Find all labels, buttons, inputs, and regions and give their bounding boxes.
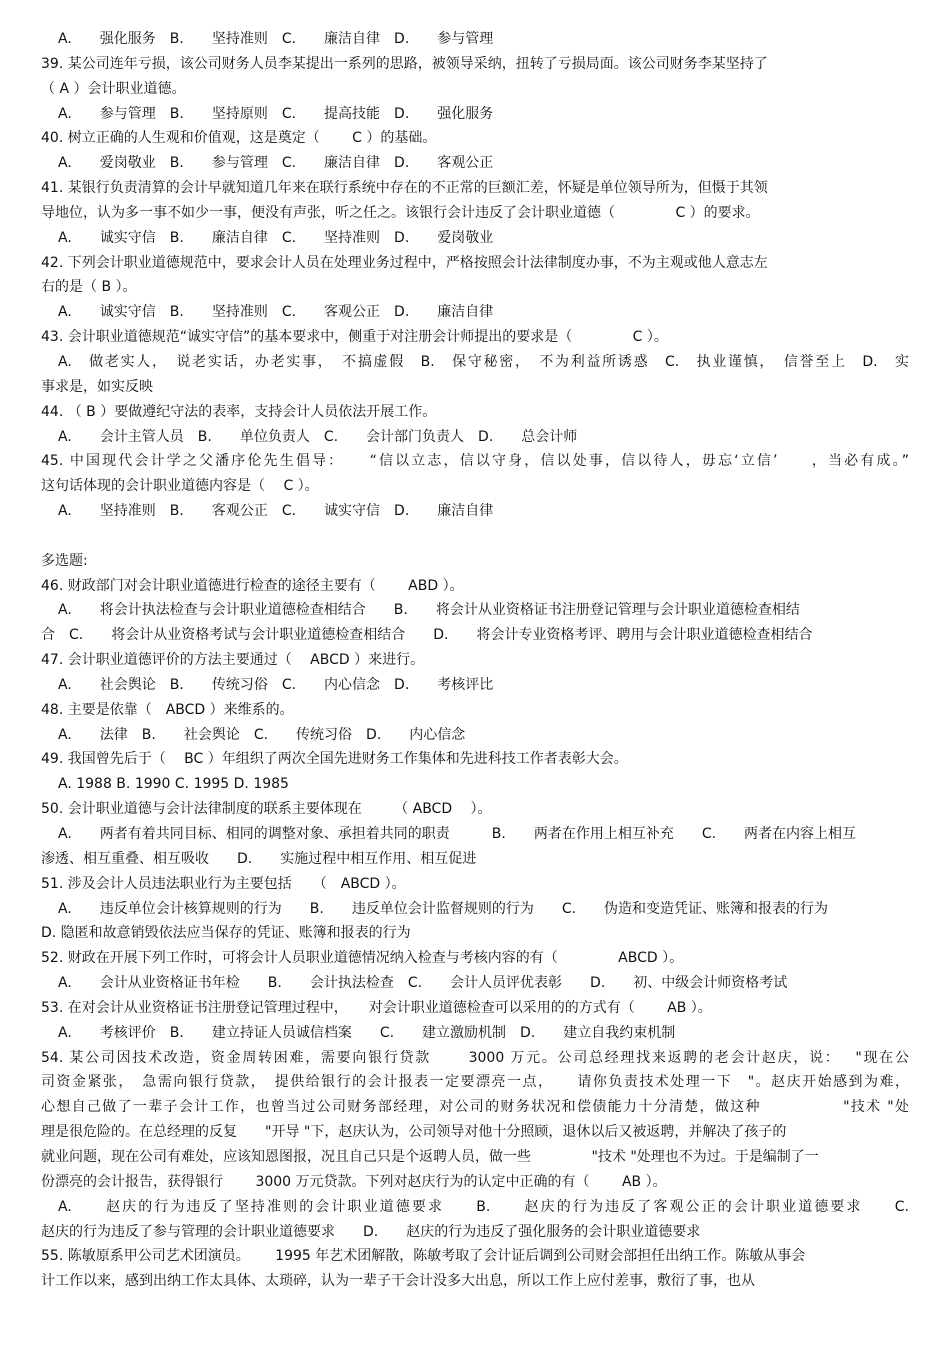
line-text: 心想自己做了一辈子会计工作，也曾当过公司财务部经理，对公司的财务状况和偿债能力十分清楚，做这种 "技术 "处 (41, 1099, 909, 1116)
line-text: 事求是，如实反映 (41, 378, 153, 395)
question-line (41, 1145, 909, 1170)
line-text: 右的是（ B ）。 (41, 279, 137, 296)
option-line (41, 673, 909, 698)
question-line (41, 126, 909, 151)
line-text: A. 做老实人， 说老实话，办老实事， 不搞虚假 B. 保守秘密， 不为利益所诱惑 C. 执业谨慎， 信誉至上 D. 实 (58, 353, 909, 370)
option-line (41, 772, 909, 797)
line-text: 渗透、相互重叠、相互吸收 D. 实施过程中相互作用、相互促进 (41, 850, 477, 867)
line-text: 46. 财政部门对会计职业道德进行检查的途径主要有（ ABD ）。 (41, 577, 464, 594)
line-text: A. 会计从业资格证书年检 B. 会计执法检查 C. 会计人员评优表彰 D. 初、中级会计师资格考试 (58, 975, 788, 992)
line-text: 计工作以来，感到出纳工作太具体、太琐碎，认为一辈子干会计没多大出息，所以工作上应付差事，敷衍了事，也从 (41, 1273, 755, 1290)
line-text: （ A ）会计职业道德。 (41, 80, 186, 97)
line-text: A. 参与管理 B. 坚持原则 C. 提高技能 D. 强化服务 (58, 105, 494, 122)
question-line (41, 549, 909, 574)
line-text: 47. 会计职业道德评价的方法主要通过（ ABCD ）来进行。 (41, 652, 425, 669)
line-text: 44. （ B ）要做遵纪守法的表率，支持会计人员依法开展工作。 (41, 403, 437, 420)
line-text: 导地位，认为多一事不如少一事，便没有声张，听之任之。该银行会计违反了会计职业道德（ C ）的要求。 (41, 204, 760, 221)
question-line (41, 201, 909, 226)
option-line (41, 226, 909, 251)
option-line (41, 723, 909, 748)
line-text: 53. 在对会计从业资格证书注册登记管理过程中， 对会计职业道德检查可以采用的的方式有（ AB ）。 (41, 999, 712, 1016)
option-line (41, 102, 909, 127)
question-line (41, 1095, 909, 1120)
question-line (41, 996, 909, 1021)
question-line (41, 1170, 909, 1195)
line-text: A. 法律 B. 社会舆论 C. 传统习俗 D. 内心信念 (58, 726, 466, 743)
line-text: 份漂亮的会计报告，获得银行 3000 万元贷款。下列对赵庆行为的认定中正确的有（ AB ）。 (41, 1173, 667, 1190)
line-text: 51. 涉及会计人员违法职业行为主要包括 （ ABCD ）。 (41, 875, 406, 892)
line-text: A. 考核评价 B. 建立持证人员诚信档案 C. 建立激励机制 D. 建立自我约束机制 (58, 1024, 676, 1041)
question-line (41, 623, 909, 648)
option-line (41, 300, 909, 325)
line-text: 合 C. 将会计从业资格考试与会计职业道德检查相结合 D. 将会计专业资格考评、聘用与会计职业道德检查相结合 (41, 627, 813, 644)
question-line (41, 847, 909, 872)
question-line (41, 1046, 909, 1071)
line-text: D. 隐匿和故意销毁依法应当保存的凭证、账簿和报表的行为 (41, 925, 411, 942)
question-line (41, 1120, 909, 1145)
question-line (41, 474, 909, 499)
question-line (41, 400, 909, 425)
option-line (41, 598, 909, 623)
line-text: A. 将会计执法检查与会计职业道德检查相结合 B. 将会计从业资格证书注册登记管理与会计职业道德检查相结 (58, 602, 800, 619)
line-text: A. 1988 B. 1990 C. 1995 D. 1985 (58, 776, 289, 793)
option-line (41, 1021, 909, 1046)
option-line (41, 151, 909, 176)
line-text: 赵庆的行为违反了参与管理的会计职业道德要求 D. 赵庆的行为违反了强化服务的会计职业道德要求 (41, 1223, 701, 1240)
question-line (41, 77, 909, 102)
line-text: A. 诚实守信 B. 坚持准则 C. 客观公正 D. 廉洁自律 (58, 304, 494, 321)
option-line (41, 425, 909, 450)
line-text: 54. 某公司因技术改造，资金周转困难，需要向银行贷款 3000 万元。公司总经理找来返聘的老会计赵庆，说： "现在公 (41, 1049, 909, 1066)
line-text: 39. 某公司连年亏损，该公司财务人员李某提出一系列的思路，被领导采纳，扭转了亏损局面。该公司财务李某坚持了 (41, 55, 768, 72)
line-text: 司资金紧张， 急需向银行贷款， 提供给银行的会计报表一定要漂亮一点， 请你负责技术处理一下 "。赵庆开始感到为难， (41, 1074, 909, 1091)
line-text: A. 爱岗敬业 B. 参与管理 C. 廉洁自律 D. 客观公正 (58, 155, 494, 172)
line-text: A. 社会舆论 B. 传统习俗 C. 内心信念 D. 考核评比 (58, 676, 494, 693)
question-line (41, 921, 909, 946)
line-text: A. 诚实守信 B. 廉洁自律 C. 坚持准则 D. 爱岗敬业 (58, 229, 494, 246)
option-line (41, 27, 909, 52)
question-line (41, 946, 909, 971)
question-line (41, 574, 909, 599)
option-line (41, 822, 909, 847)
option-line (41, 350, 909, 375)
question-line (41, 698, 909, 723)
document-page (41, 27, 909, 1294)
line-text: 40. 树立正确的人生观和价值观，这是奠定（ C ）的基础。 (41, 130, 437, 147)
line-text: A. 赵庆的行为违反了坚持准则的会计职业道德要求 B. 赵庆的行为违反了客观公正的会计职业道德要求 C. (58, 1198, 909, 1215)
option-line (41, 1195, 909, 1220)
question-line (41, 251, 909, 276)
option-line (41, 971, 909, 996)
question-line (41, 797, 909, 822)
line-text: 55. 陈敏原系甲公司艺术团演员。 1995 年艺术团解散，陈敏考取了会计证后调到公司财会部担任出纳工作。陈敏从事会 (41, 1248, 806, 1265)
blank-line (41, 524, 909, 549)
line-text: 多选题: (41, 552, 88, 569)
option-line (41, 897, 909, 922)
line-text: A. 坚持准则 B. 客观公正 C. 诚实守信 D. 廉洁自律 (58, 503, 494, 520)
line-text: 42. 下列会计职业道德规范中，要求会计人员在处理业务过程中，严格按照会计法律制度办事，不为主观或他人意志左 (41, 254, 768, 271)
line-text: 就业问题，现在公司有难处，应该知恩图报，况且自己只是个返聘人员，做一些 "技术 "处理也不为过。于是编制了一 (41, 1148, 819, 1165)
question-line (41, 52, 909, 77)
line-text: 49. 我国曾先后于（ BC ）年组织了两次全国先进财务工作集体和先进科技工作者表彰大会。 (41, 751, 628, 768)
question-line (41, 872, 909, 897)
line-text: 45. 中国现代会计学之父潘序伦先生倡导： “信以立志，信以守身，信以处事，信以待人，毋忘‘立信’ ，当必有成。” (41, 453, 909, 470)
line-text: A. 违反单位会计核算规则的行为 B. 违反单位会计监督规则的行为 C. 伪造和变造凭证、账簿和报表的行为 (58, 900, 829, 917)
line-text: 48. 主要是依靠（ ABCD ）来维系的。 (41, 701, 294, 718)
question-line (41, 1269, 909, 1294)
line-text: 41. 某银行负责清算的会计早就知道几年来在联行系统中存在的不正常的巨额汇差，怀疑是单位领导所为，但慑于其领 (41, 180, 768, 197)
line-text: 50. 会计职业道德与会计法律制度的联系主要体现在 （ ABCD ）。 (41, 801, 492, 818)
line-text: A. 两者有着共同目标、相同的调整对象、承担着共同的职责 B. 两者在作用上相互补充 C. 两者在内容上相互 (58, 826, 857, 842)
question-line (41, 275, 909, 300)
line-text: 理是很危险的。在总经理的反复 "开导 "下，赵庆认为，公司领导对他十分照顾，退休以后又被返聘，并解决了孩子的 (41, 1124, 787, 1141)
line-text: A. 会计主管人员 B. 单位负责人 C. 会计部门负责人 D. 总会计师 (58, 428, 578, 445)
question-line (41, 449, 909, 474)
question-line (41, 375, 909, 400)
line-text: A. 强化服务 B. 坚持准则 C. 廉洁自律 D. 参与管理 (58, 31, 494, 47)
question-line (41, 1220, 909, 1245)
option-line (41, 499, 909, 524)
question-line (41, 648, 909, 673)
question-line (41, 747, 909, 772)
line-text: 这句话体现的会计职业道德内容是（ C ）。 (41, 478, 319, 495)
question-line (41, 176, 909, 201)
line-text: 43. 会计职业道德规范“诚实守信”的基本要求中，侧重于对注册会计师提出的要求是（ C ）。 (41, 329, 668, 346)
question-line (41, 325, 909, 350)
question-line (41, 1244, 909, 1269)
question-line (41, 1070, 909, 1095)
line-text: 52. 财政在开展下列工作时，可将会计人员职业道德情况纳入检查与考核内容的有（ ABCD ）。 (41, 950, 684, 967)
